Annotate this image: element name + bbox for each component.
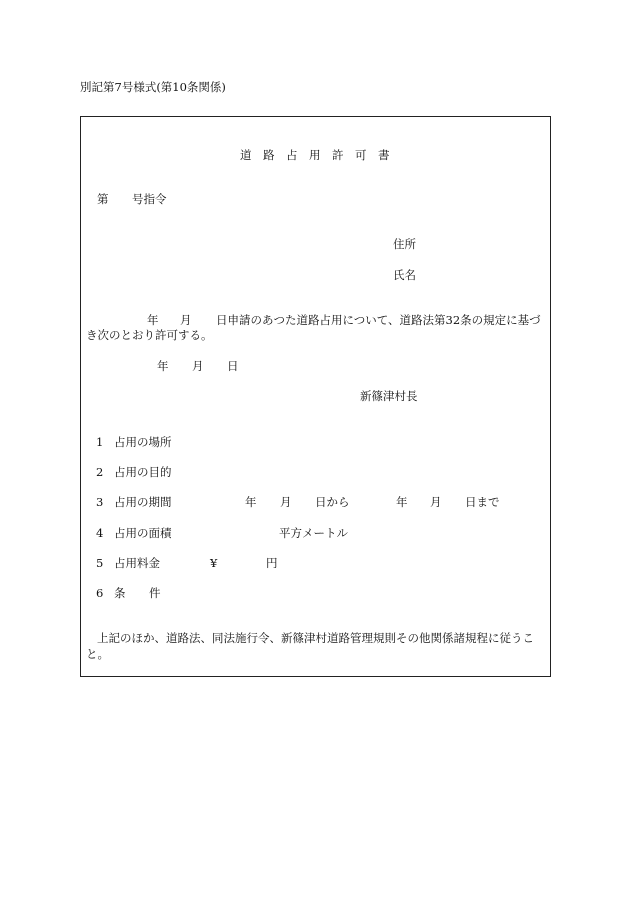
item-period-number: 3	[96, 495, 104, 509]
item-fee-number: 5	[96, 556, 104, 570]
issuer: 新篠津村長	[360, 389, 418, 403]
period-end-month: 月	[430, 495, 442, 509]
period-start-day: 日から	[315, 495, 350, 509]
item-area-unit: 平方メートル	[279, 526, 348, 540]
number-suffix: 号指令	[132, 192, 167, 206]
body-month: 月	[180, 313, 192, 327]
item-fee-yen-unit: 円	[266, 556, 278, 570]
item-area-number: 4	[96, 526, 104, 540]
form-reference: 別記第7号様式(第10条関係)	[80, 80, 226, 94]
item-conditions-number: 6	[96, 586, 104, 600]
date-month: 月	[192, 359, 204, 373]
item-conditions-label-b: 件	[149, 586, 161, 600]
date-year: 年	[157, 359, 169, 373]
period-end-day: 日まで	[465, 495, 500, 509]
date-day: 日	[227, 359, 239, 373]
item-purpose-number: 2	[96, 465, 104, 479]
address-label: 住所	[393, 237, 416, 251]
item-fee-label: 占用料金	[114, 556, 160, 570]
period-start-year: 年	[245, 495, 257, 509]
item-place-number: 1	[96, 435, 104, 449]
body-text-line1: 日申請のあつた道路占用について、道路法第32条の規定に基づ	[216, 313, 541, 327]
body-text-line2: き次のとおり許可する。	[86, 328, 213, 342]
item-purpose-label: 占用の目的	[114, 465, 172, 479]
closing-line1: 上記のほか、道路法、同法施行令、新篠津村道路管理規則その他関係諸規程に従うこ	[97, 631, 534, 645]
item-place-label: 占用の場所	[114, 435, 172, 449]
item-area-label: 占用の面積	[114, 526, 172, 540]
item-fee-yen-symbol: ¥	[210, 556, 218, 570]
form-title: 道 路 占 用 許 可 書	[240, 148, 390, 162]
closing-line2: と。	[86, 647, 109, 661]
body-year: 年	[147, 313, 159, 327]
name-label: 氏名	[393, 268, 416, 282]
period-end-year: 年	[396, 495, 408, 509]
item-conditions-label-a: 条	[114, 586, 126, 600]
number-prefix: 第	[97, 192, 109, 206]
item-period-label: 占用の期間	[114, 495, 172, 509]
period-start-month: 月	[280, 495, 292, 509]
